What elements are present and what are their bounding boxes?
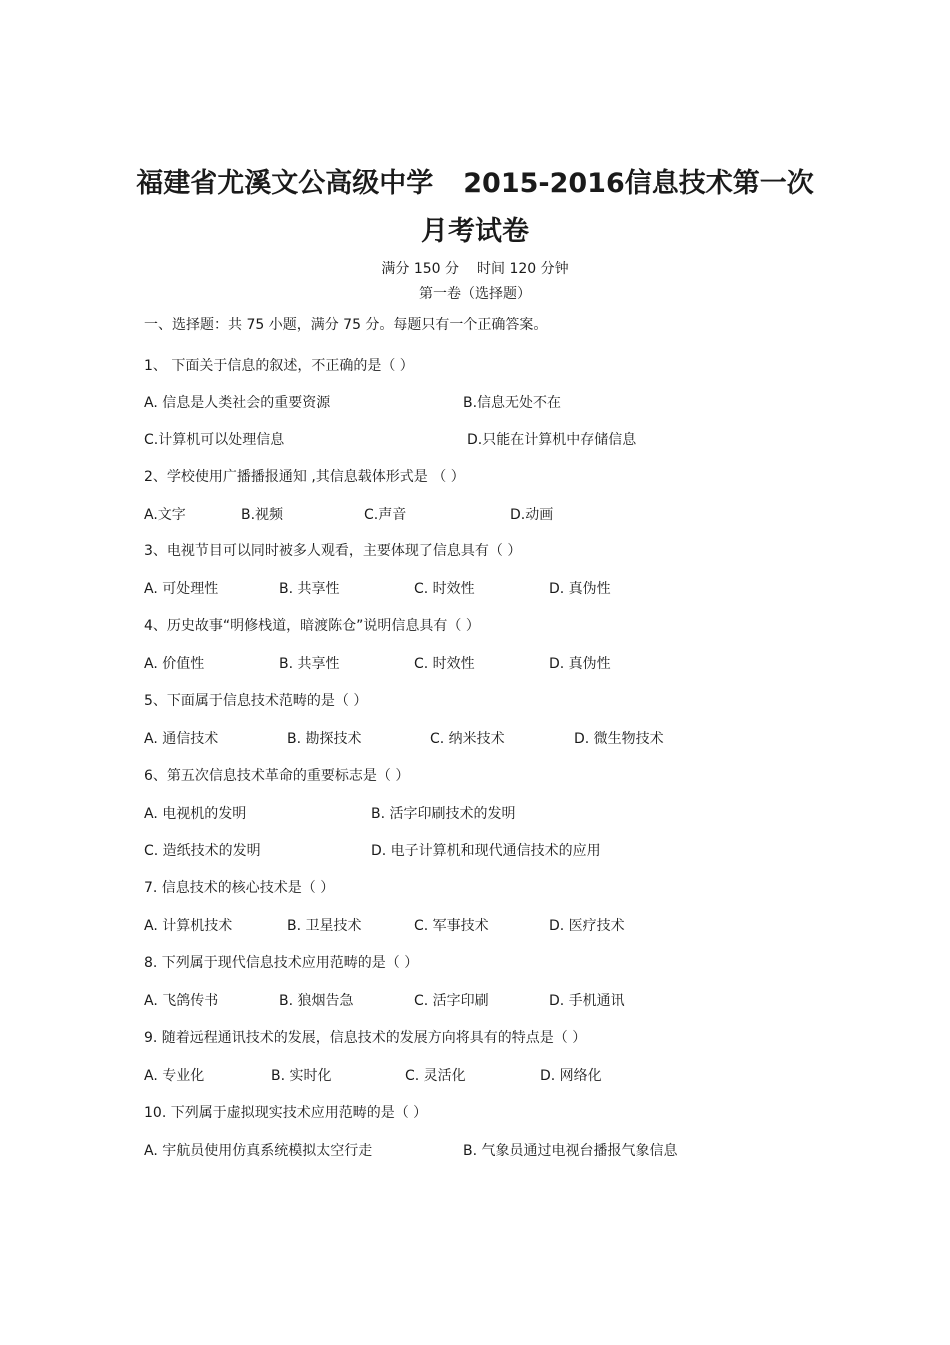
option-d: D. 微生物技术 bbox=[574, 731, 664, 747]
question-stem: 7. 信息技术的核心技术是（ ） bbox=[144, 880, 335, 896]
volume-heading: 第一卷（选择题） bbox=[419, 286, 531, 302]
option-a: A. 宇航员使用仿真系统模拟太空行走 bbox=[144, 1143, 373, 1159]
question-stem: 2、学校使用广播播报通知 ,其信息载体形式是 （ ） bbox=[144, 469, 465, 485]
full-score: 满分 150 分 bbox=[381, 261, 459, 277]
option-d: D. 医疗技术 bbox=[549, 918, 625, 934]
option-a: A. 通信技术 bbox=[144, 731, 219, 747]
question-stem: 5、下面属于信息技术范畴的是（ ） bbox=[144, 693, 368, 709]
option-d: D. 网络化 bbox=[540, 1068, 602, 1084]
question-stem: 10. 下列属于虚拟现实技术应用范畴的是（ ） bbox=[144, 1105, 428, 1121]
option-a: A. 专业化 bbox=[144, 1068, 205, 1084]
option-c: C. 军事技术 bbox=[414, 918, 489, 934]
option-a: A. 可处理性 bbox=[144, 581, 219, 597]
option-b: B. 勘探技术 bbox=[287, 731, 362, 747]
title-rest: 信息技术第一次 bbox=[624, 168, 814, 199]
question-stem: 9. 随着远程通讯技术的发展，信息技术的发展方向将具有的特点是（ ） bbox=[144, 1030, 587, 1046]
time-limit: 时间 120 分钟 bbox=[477, 261, 569, 277]
option-c: C. 灵活化 bbox=[405, 1068, 466, 1084]
option-a: A. 飞鸽传书 bbox=[144, 993, 219, 1009]
option-c: C. 时效性 bbox=[414, 581, 475, 597]
option-b: B. 实时化 bbox=[271, 1068, 332, 1084]
option-c: C. 造纸技术的发明 bbox=[144, 843, 261, 859]
option-c: C. 时效性 bbox=[414, 656, 475, 672]
option-c: C.声音 bbox=[364, 507, 407, 523]
option-a: A. 信息是人类社会的重要资源 bbox=[144, 395, 331, 411]
option-b: B. 卫星技术 bbox=[287, 918, 362, 934]
option-a: A. 电视机的发明 bbox=[144, 806, 247, 822]
option-d: D. 真伪性 bbox=[549, 581, 611, 597]
option-a: A.文字 bbox=[144, 507, 186, 523]
exam-title bbox=[0, 166, 950, 202]
question-stem: 3、电视节目可以同时被多人观看，主要体现了信息具有（ ） bbox=[144, 543, 522, 559]
option-b: B. 气象员通过电视台播报气象信息 bbox=[463, 1143, 678, 1159]
option-a: A. 计算机技术 bbox=[144, 918, 233, 934]
option-d: D.只能在计算机中存储信息 bbox=[467, 432, 637, 448]
option-c: C. 活字印刷 bbox=[414, 993, 489, 1009]
question-stem: 4、历史故事“明修栈道，暗渡陈仓”说明信息具有（ ） bbox=[144, 618, 480, 634]
option-a: A. 价值性 bbox=[144, 656, 205, 672]
option-d: D. 真伪性 bbox=[549, 656, 611, 672]
question-stem: 1、 下面关于信息的叙述，不正确的是（ ） bbox=[144, 358, 414, 374]
option-b: B. 活字印刷技术的发明 bbox=[371, 806, 516, 822]
school-name: 福建省尤溪文公高级中学 bbox=[136, 168, 434, 199]
section-instruction: 一、选择题：共 75 小题，满分 75 分。每题只有一个正确答案。 bbox=[144, 317, 548, 333]
question-stem: 6、第五次信息技术革命的重要标志是（ ） bbox=[144, 768, 410, 784]
option-c: C. 纳米技术 bbox=[430, 731, 505, 747]
option-b: B. 狼烟告急 bbox=[279, 993, 354, 1009]
option-d: D. 电子计算机和现代通信技术的应用 bbox=[371, 843, 601, 859]
option-b: B. 共享性 bbox=[279, 581, 340, 597]
question-stem: 8. 下列属于现代信息技术应用范畴的是（ ） bbox=[144, 955, 419, 971]
option-b: B.视频 bbox=[241, 507, 284, 523]
option-c: C.计算机可以处理信息 bbox=[144, 432, 285, 448]
school-year: 2015-2016 bbox=[463, 168, 625, 199]
option-d: D.动画 bbox=[510, 507, 554, 523]
exam-title-line2: 月考试卷 bbox=[421, 216, 529, 247]
option-d: D. 手机通讯 bbox=[549, 993, 625, 1009]
option-b: B. 共享性 bbox=[279, 656, 340, 672]
option-b: B.信息无处不在 bbox=[463, 395, 562, 411]
exam-meta bbox=[0, 259, 950, 279]
